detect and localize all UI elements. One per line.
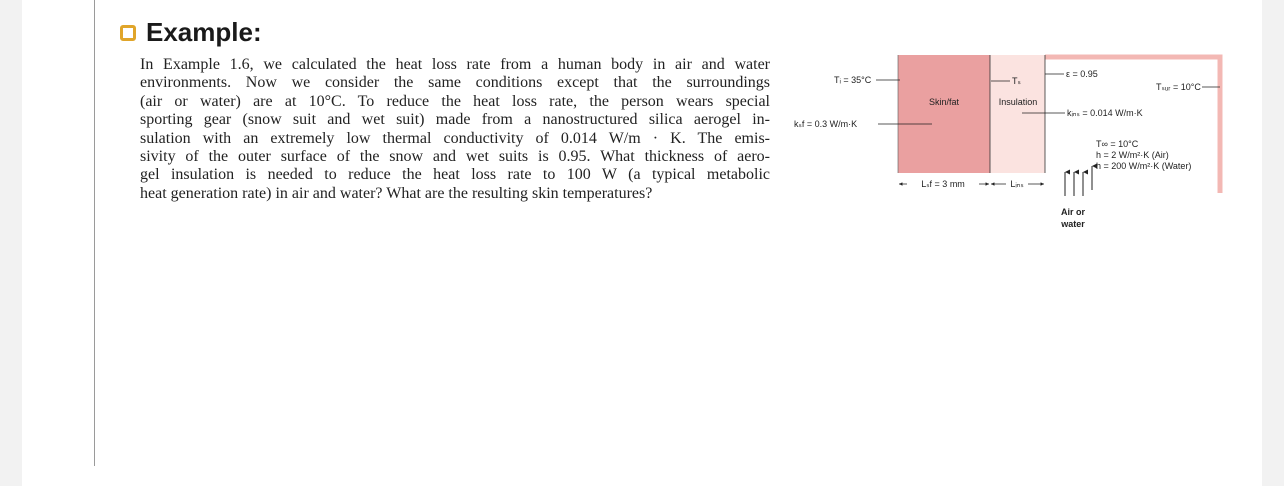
text-line: heat generation rate) in air and water? What are the resulting skin temperatures? (140, 184, 653, 202)
checkbox-icon (120, 25, 136, 41)
tinf-label: T∞ = 10°C (1096, 139, 1139, 149)
lsf-label: Lₛf = 3 mm (921, 179, 965, 189)
text-line: sporting gear (snow suit and wet suit) made from a nanostructured silica aerogel in- (140, 111, 770, 129)
text-line: gel insulation is needed to reduce the heat loss rate to 100 W (a typical metabolic (140, 166, 770, 184)
text-line: sivity of the outer surface of the snow and wet suits is 0.95. What thickness of aero- (140, 148, 770, 166)
skin-fat-layer (898, 55, 990, 173)
medium-label-line2: water (1061, 219, 1085, 229)
text-line: environments. Now we consider the same conditions except that the surroundings (140, 74, 770, 92)
h-air-label: h = 2 W/m²·K (Air) (1096, 150, 1169, 160)
lins-label: Lᵢₙₛ (1010, 179, 1024, 189)
ts-label: Tₛ (1012, 76, 1021, 86)
skin-label: Skin/fat (928, 97, 960, 107)
problem-statement (140, 56, 770, 203)
insulation-diagram (790, 50, 1230, 240)
tsur-label: Tₛᵤᵣ = 10°C (1156, 82, 1201, 92)
h-water-label: h = 200 W/m²·K (Water) (1096, 161, 1192, 171)
ti-label: Tᵢ = 35°C (834, 75, 872, 85)
margin-line (94, 0, 95, 466)
text-line: In Example 1.6, we calculated the heat loss rate from a human body in air and water (140, 56, 770, 73)
heading-text: Example: (146, 17, 262, 47)
ksf-label: kₛf = 0.3 W/m·K (794, 119, 858, 129)
text-line: (air or water) are at 10°C. To reduce the heat loss rate, the person wears special (140, 92, 770, 110)
insulation-layer (990, 55, 1045, 173)
example-heading (120, 17, 262, 48)
text-line: sulation with an extremely low thermal conductivity of 0.014 W/m · K. The emis- (140, 129, 770, 147)
eps-label: ε = 0.95 (1066, 69, 1098, 79)
insulation-label: Insulation (998, 97, 1038, 107)
kins-label: kᵢₙₛ = 0.014 W/m·K (1067, 108, 1143, 118)
medium-label-line1: Air or (1060, 207, 1086, 217)
